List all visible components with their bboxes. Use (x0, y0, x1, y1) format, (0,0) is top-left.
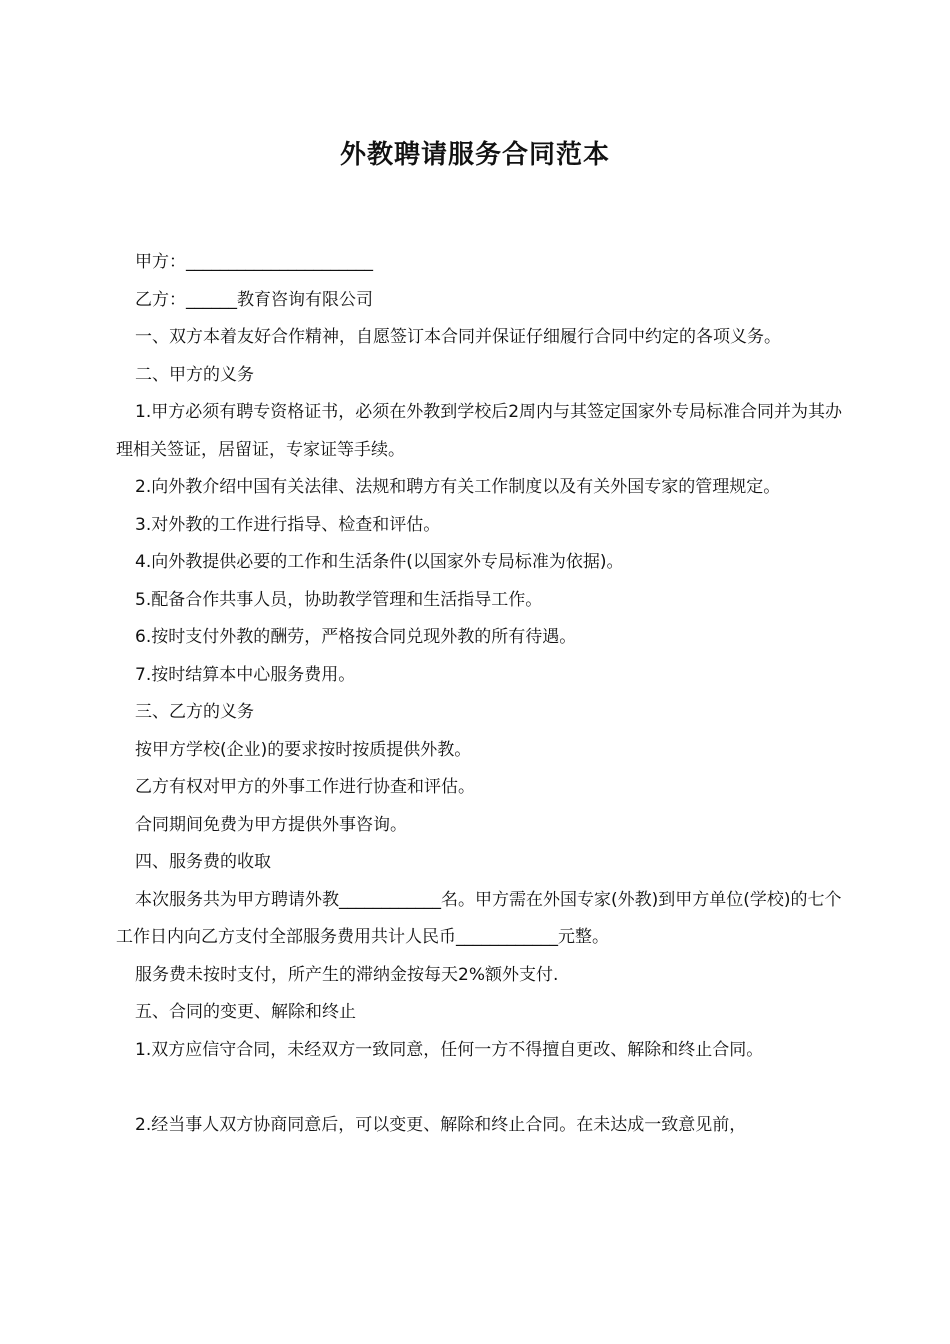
service-fee-paragraph-2: 服务费未按时支付，所产生的滞纳金按每天2%额外支付. (135, 964, 559, 985)
party-a-duty-1: 1.甲方必须有聘专资格证书，必须在外教到学校后2周内与其签定国家外专局标准合同并为其办理相关签证，居留证，专家证等手续。 (116, 402, 843, 460)
party-a-duty-6: 6.按时支付外教的酬劳，严格按合同兑现外教的所有待遇。 (135, 627, 577, 647)
section-heading-service-fee: 四、服务费的收取 (135, 852, 271, 872)
contract-change-item-1: 1.双方应信守合同，未经双方一致同意，任何一方不得擅自更改、解除和终止合同。 (135, 1039, 764, 1060)
section-heading-party-b-duties: 三、乙方的义务 (135, 702, 254, 722)
section-heading-party-a-duties: 二、甲方的义务 (135, 364, 254, 385)
party-b-line: 乙方：______教育咨询有限公司 (135, 289, 373, 310)
party-a-duty-7: 7.按时结算本中心服务费用。 (135, 664, 356, 685)
party-a-duty-5: 5.配备合作共事人员，协助教学管理和生活指导工作。 (135, 589, 543, 610)
service-fee-paragraph-1: 本次服务共为甲方聘请外教____________名。甲方需在外国专家(外教)到甲方单位(学校)的七个工作日内向乙方支付全部服务费用共计人民币____________元整。 (116, 889, 842, 947)
document-body (116, 244, 856, 1144)
party-b-duty-2: 乙方有权对甲方的外事工作进行协查和评估。 (135, 777, 475, 797)
section-heading-contract-changes: 五、合同的变更、解除和终止 (135, 1002, 356, 1022)
paragraph-spacer (116, 1069, 856, 1107)
party-a-duty-4: 4.向外教提供必要的工作和生活条件(以国家外专局标准为依据)。 (135, 552, 624, 572)
party-a-line: 甲方：______________________ (135, 252, 373, 272)
contract-change-item-2: 2.经当事人双方协商同意后，可以变更、解除和终止合同。在未达成一致意见前， (135, 1114, 747, 1135)
party-b-duty-1: 按甲方学校(企业)的要求按时按质提供外教。 (135, 739, 472, 760)
intro-paragraph: 一、双方本着友好合作精神，自愿签订本合同并保证仔细履行合同中约定的各项义务。 (135, 327, 781, 347)
party-a-duty-2: 2.向外教介绍中国有关法律、法规和聘方有关工作制度以及有关外国专家的管理规定。 (135, 477, 781, 497)
party-a-duty-3: 3.对外教的工作进行指导、检查和评估。 (135, 514, 441, 535)
party-b-duty-3: 合同期间免费为甲方提供外事咨询。 (135, 814, 407, 835)
document-title: 外教聘请服务合同范本 (339, 140, 610, 170)
